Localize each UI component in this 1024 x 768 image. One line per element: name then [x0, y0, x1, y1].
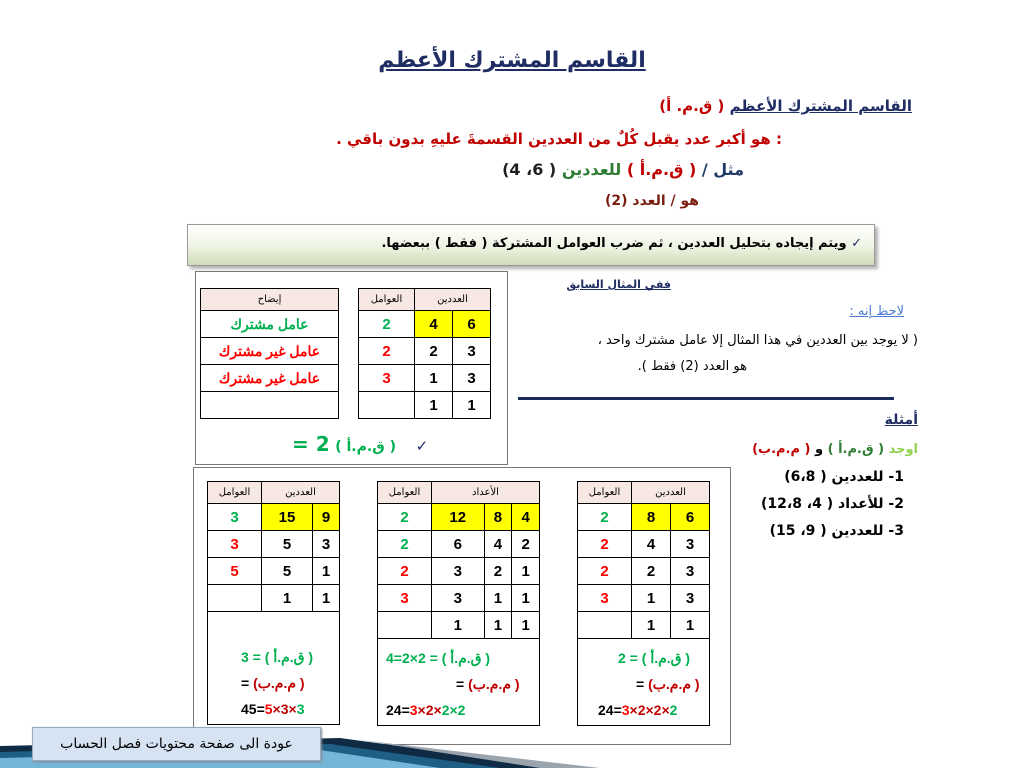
number-cell: 1 [484, 612, 512, 639]
definition-heading [659, 97, 912, 115]
lcm-expression [241, 696, 339, 722]
table-row [378, 558, 540, 585]
number-cell: 2 [415, 338, 453, 365]
factors-header: العوامل [359, 289, 415, 311]
numbers-header: الأعداد [432, 482, 540, 504]
result-cell [578, 639, 710, 726]
and-word: و [815, 442, 824, 457]
number-cell: 4 [415, 311, 453, 338]
number-cell: 6 [432, 531, 485, 558]
number-cell: 4 [484, 531, 512, 558]
number-cell: 3 [312, 531, 339, 558]
lcm-label: ( م.م.ب) [253, 675, 305, 691]
lcm-result-value: 24= [386, 702, 410, 718]
gcd-label: ( ق.م.أ ) [641, 650, 691, 666]
number-cell: 2 [632, 558, 671, 585]
number-cell: 3 [671, 585, 710, 612]
number-cell: 2 [512, 531, 540, 558]
find-word: اوجد [888, 442, 918, 457]
table-row [359, 392, 491, 419]
factor-cell: 2 [378, 558, 432, 585]
lcm-label: ( م.م.ب) [648, 676, 700, 692]
solutions-panel [193, 467, 731, 745]
table-row [378, 531, 540, 558]
check-icon: ✓ [851, 236, 862, 251]
lcm-result-value: 45= [241, 701, 265, 717]
number-cell: 8 [632, 504, 671, 531]
factor-cell: 3 [208, 504, 262, 531]
number-cell: 15 [262, 504, 313, 531]
table-row [208, 558, 340, 585]
factor-cell: 2 [378, 531, 432, 558]
divider [518, 397, 894, 400]
rule-box [187, 224, 875, 266]
number-cell: 5 [262, 558, 313, 585]
examples-instruction [752, 442, 918, 457]
number-cell: 1 [453, 392, 491, 419]
definition-text: : هو أكبر عدد يقبل كُلٌ من العددين القسمةَ عليهِ بدون باقي . [336, 130, 782, 148]
example-line [502, 160, 744, 179]
gcd-result [598, 645, 709, 671]
number-cell: 9 [312, 504, 339, 531]
table-row [359, 311, 491, 338]
lcm-expression [386, 697, 539, 723]
factor-cell [378, 612, 432, 639]
note-line: ( لا يوجد بين العددين في هذا المثال إلا عامل مشترك واحد ، [597, 333, 918, 348]
table-row [359, 365, 491, 392]
table-row [578, 504, 710, 531]
factors-header: العوامل [378, 482, 432, 504]
explanation-cell: عامل غير مشترك [201, 338, 339, 365]
factor-cell: 2 [578, 558, 632, 585]
factor-cell: 2 [359, 338, 415, 365]
gcd-value: = 2×2=4 [386, 650, 438, 666]
number-cell: 4 [512, 504, 540, 531]
table-row [378, 504, 540, 531]
lcm-part: 3 [621, 702, 630, 718]
lcm-part: 3 [409, 702, 418, 718]
solution-table-a [577, 481, 710, 726]
table-row [208, 531, 340, 558]
factors-header: العوامل [578, 482, 632, 504]
lcm-part: 5 [264, 701, 273, 717]
factor-cell: 3 [578, 585, 632, 612]
factor-cell: 3 [359, 365, 415, 392]
gcd-value: = 2 [292, 432, 330, 456]
note-line: هو العدد (2) فقط ). [637, 359, 747, 374]
lcm-result [598, 671, 709, 697]
number-cell: 3 [432, 558, 485, 585]
factor-table [358, 288, 491, 419]
check-icon: ✓ [415, 437, 429, 455]
lcm-part: 2×2 [441, 702, 466, 718]
table-row [359, 338, 491, 365]
gcd-word: ( ق.م.أ ) [827, 442, 885, 457]
example-numbers: ( 6، 4) [502, 160, 557, 179]
factor-cell: 2 [359, 311, 415, 338]
number-cell: 1 [312, 585, 339, 612]
lcm-result-value: 24= [598, 702, 622, 718]
factor-cell: 5 [208, 558, 262, 585]
example-prefix: مثل / [701, 160, 744, 179]
number-cell: 1 [415, 392, 453, 419]
number-cell: 1 [484, 585, 512, 612]
number-cell: 4 [632, 531, 671, 558]
factor-cell: 3 [208, 531, 262, 558]
example-item: 2- للأعداد ( 4، 12،8) [760, 496, 904, 512]
gcd-result [386, 645, 539, 671]
lcm-result [241, 670, 339, 696]
example-gcd-label: ( ق.م.أ ) [626, 160, 697, 179]
explanation-cell: عامل غير مشترك [201, 365, 339, 392]
number-cell: 1 [432, 612, 485, 639]
example-panel [195, 271, 508, 465]
gcd-label: ( ق.م.أ ) [264, 649, 314, 665]
gcd-value: = 2 [618, 650, 638, 666]
factor-cell [578, 612, 632, 639]
number-cell: 3 [671, 558, 710, 585]
gcd-value: = 3 [241, 649, 261, 665]
number-cell: 5 [262, 531, 313, 558]
factors-header: العوامل [208, 482, 262, 504]
table-row [578, 585, 710, 612]
lcm-part: 2 [669, 702, 678, 718]
note-heading: لاحظ إنه : [849, 304, 904, 319]
gcd-result [241, 644, 339, 670]
gcd-result [292, 432, 428, 456]
factor-cell [208, 585, 262, 612]
numbers-header: العددين [415, 289, 491, 311]
page-title: القاسم المشترك الأعظم [378, 48, 646, 73]
number-cell: 1 [262, 585, 313, 612]
solution-table-c [207, 481, 340, 725]
number-cell: 6 [453, 311, 491, 338]
result-cell [378, 639, 540, 726]
definition-title: القاسم المشترك الأعظم [729, 97, 912, 115]
previous-example-label: ففي المثال السابق [566, 278, 671, 291]
number-cell: 8 [484, 504, 512, 531]
number-cell: 6 [671, 504, 710, 531]
lcm-part: 3 [296, 701, 305, 717]
numbers-header: العددين [262, 482, 340, 504]
number-cell: 3 [453, 365, 491, 392]
lcm-part: ×2×2× [629, 702, 670, 718]
number-cell: 1 [415, 365, 453, 392]
table-row [208, 585, 340, 612]
result-cell [208, 612, 340, 725]
number-cell: 1 [512, 585, 540, 612]
factor-cell [359, 392, 415, 419]
number-cell: 1 [512, 558, 540, 585]
example-item: 3- للعددين ( 9، 15) [769, 523, 904, 539]
number-cell: 1 [512, 612, 540, 639]
factor-cell: 2 [578, 531, 632, 558]
explanation-header: إيضاح [201, 289, 339, 311]
example-answer: هو / العدد (2) [604, 193, 699, 209]
factor-cell: 3 [378, 585, 432, 612]
table-row [578, 531, 710, 558]
gcd-label: ( ق.م.أ ) [335, 439, 396, 455]
number-cell: 2 [484, 558, 512, 585]
number-cell: 12 [432, 504, 485, 531]
number-cell: 1 [632, 585, 671, 612]
explanation-cell: عامل مشترك [201, 311, 339, 338]
explanation-cell [201, 392, 339, 419]
table-row [378, 585, 540, 612]
example-item: 1- للعددين ( 6،8) [784, 469, 904, 485]
number-cell: 3 [432, 585, 485, 612]
lcm-label: ( م.م.ب) [468, 676, 520, 692]
factor-cell: 2 [378, 504, 432, 531]
table-row [378, 612, 540, 639]
gcd-label: ( ق.م.أ ) [441, 650, 491, 666]
examples-heading: أمثلة [884, 412, 918, 428]
lcm-eq: = [241, 675, 250, 691]
back-to-contents-button[interactable]: عودة الى صفحة محتويات فصل الحساب [32, 727, 321, 761]
number-cell: 1 [671, 612, 710, 639]
table-row [578, 612, 710, 639]
number-cell: 3 [453, 338, 491, 365]
solution-table-b [377, 481, 540, 726]
rule-text: ويتم إيجاده بتحليل العددين ، ثم ضرب العوامل المشتركة ( فقط ) ببعضها. [381, 236, 847, 251]
definition-abbr: ( ق.م. أ) [659, 97, 725, 115]
lcm-result [386, 671, 539, 697]
table-row [578, 558, 710, 585]
lcm-word: ( م.م.ب) [752, 442, 811, 457]
lcm-part: ×3× [272, 701, 297, 717]
number-cell: 1 [312, 558, 339, 585]
number-cell: 3 [671, 531, 710, 558]
factor-cell: 2 [578, 504, 632, 531]
lcm-expression [598, 697, 709, 723]
example-middle: للعددين [561, 160, 622, 179]
table-row [208, 504, 340, 531]
lcm-eq: = [456, 676, 465, 692]
lcm-eq: = [636, 676, 645, 692]
numbers-header: العددين [632, 482, 710, 504]
explanation-table [200, 288, 339, 419]
number-cell: 1 [632, 612, 671, 639]
rule-line [381, 236, 862, 251]
lcm-part: ×2× [417, 702, 442, 718]
